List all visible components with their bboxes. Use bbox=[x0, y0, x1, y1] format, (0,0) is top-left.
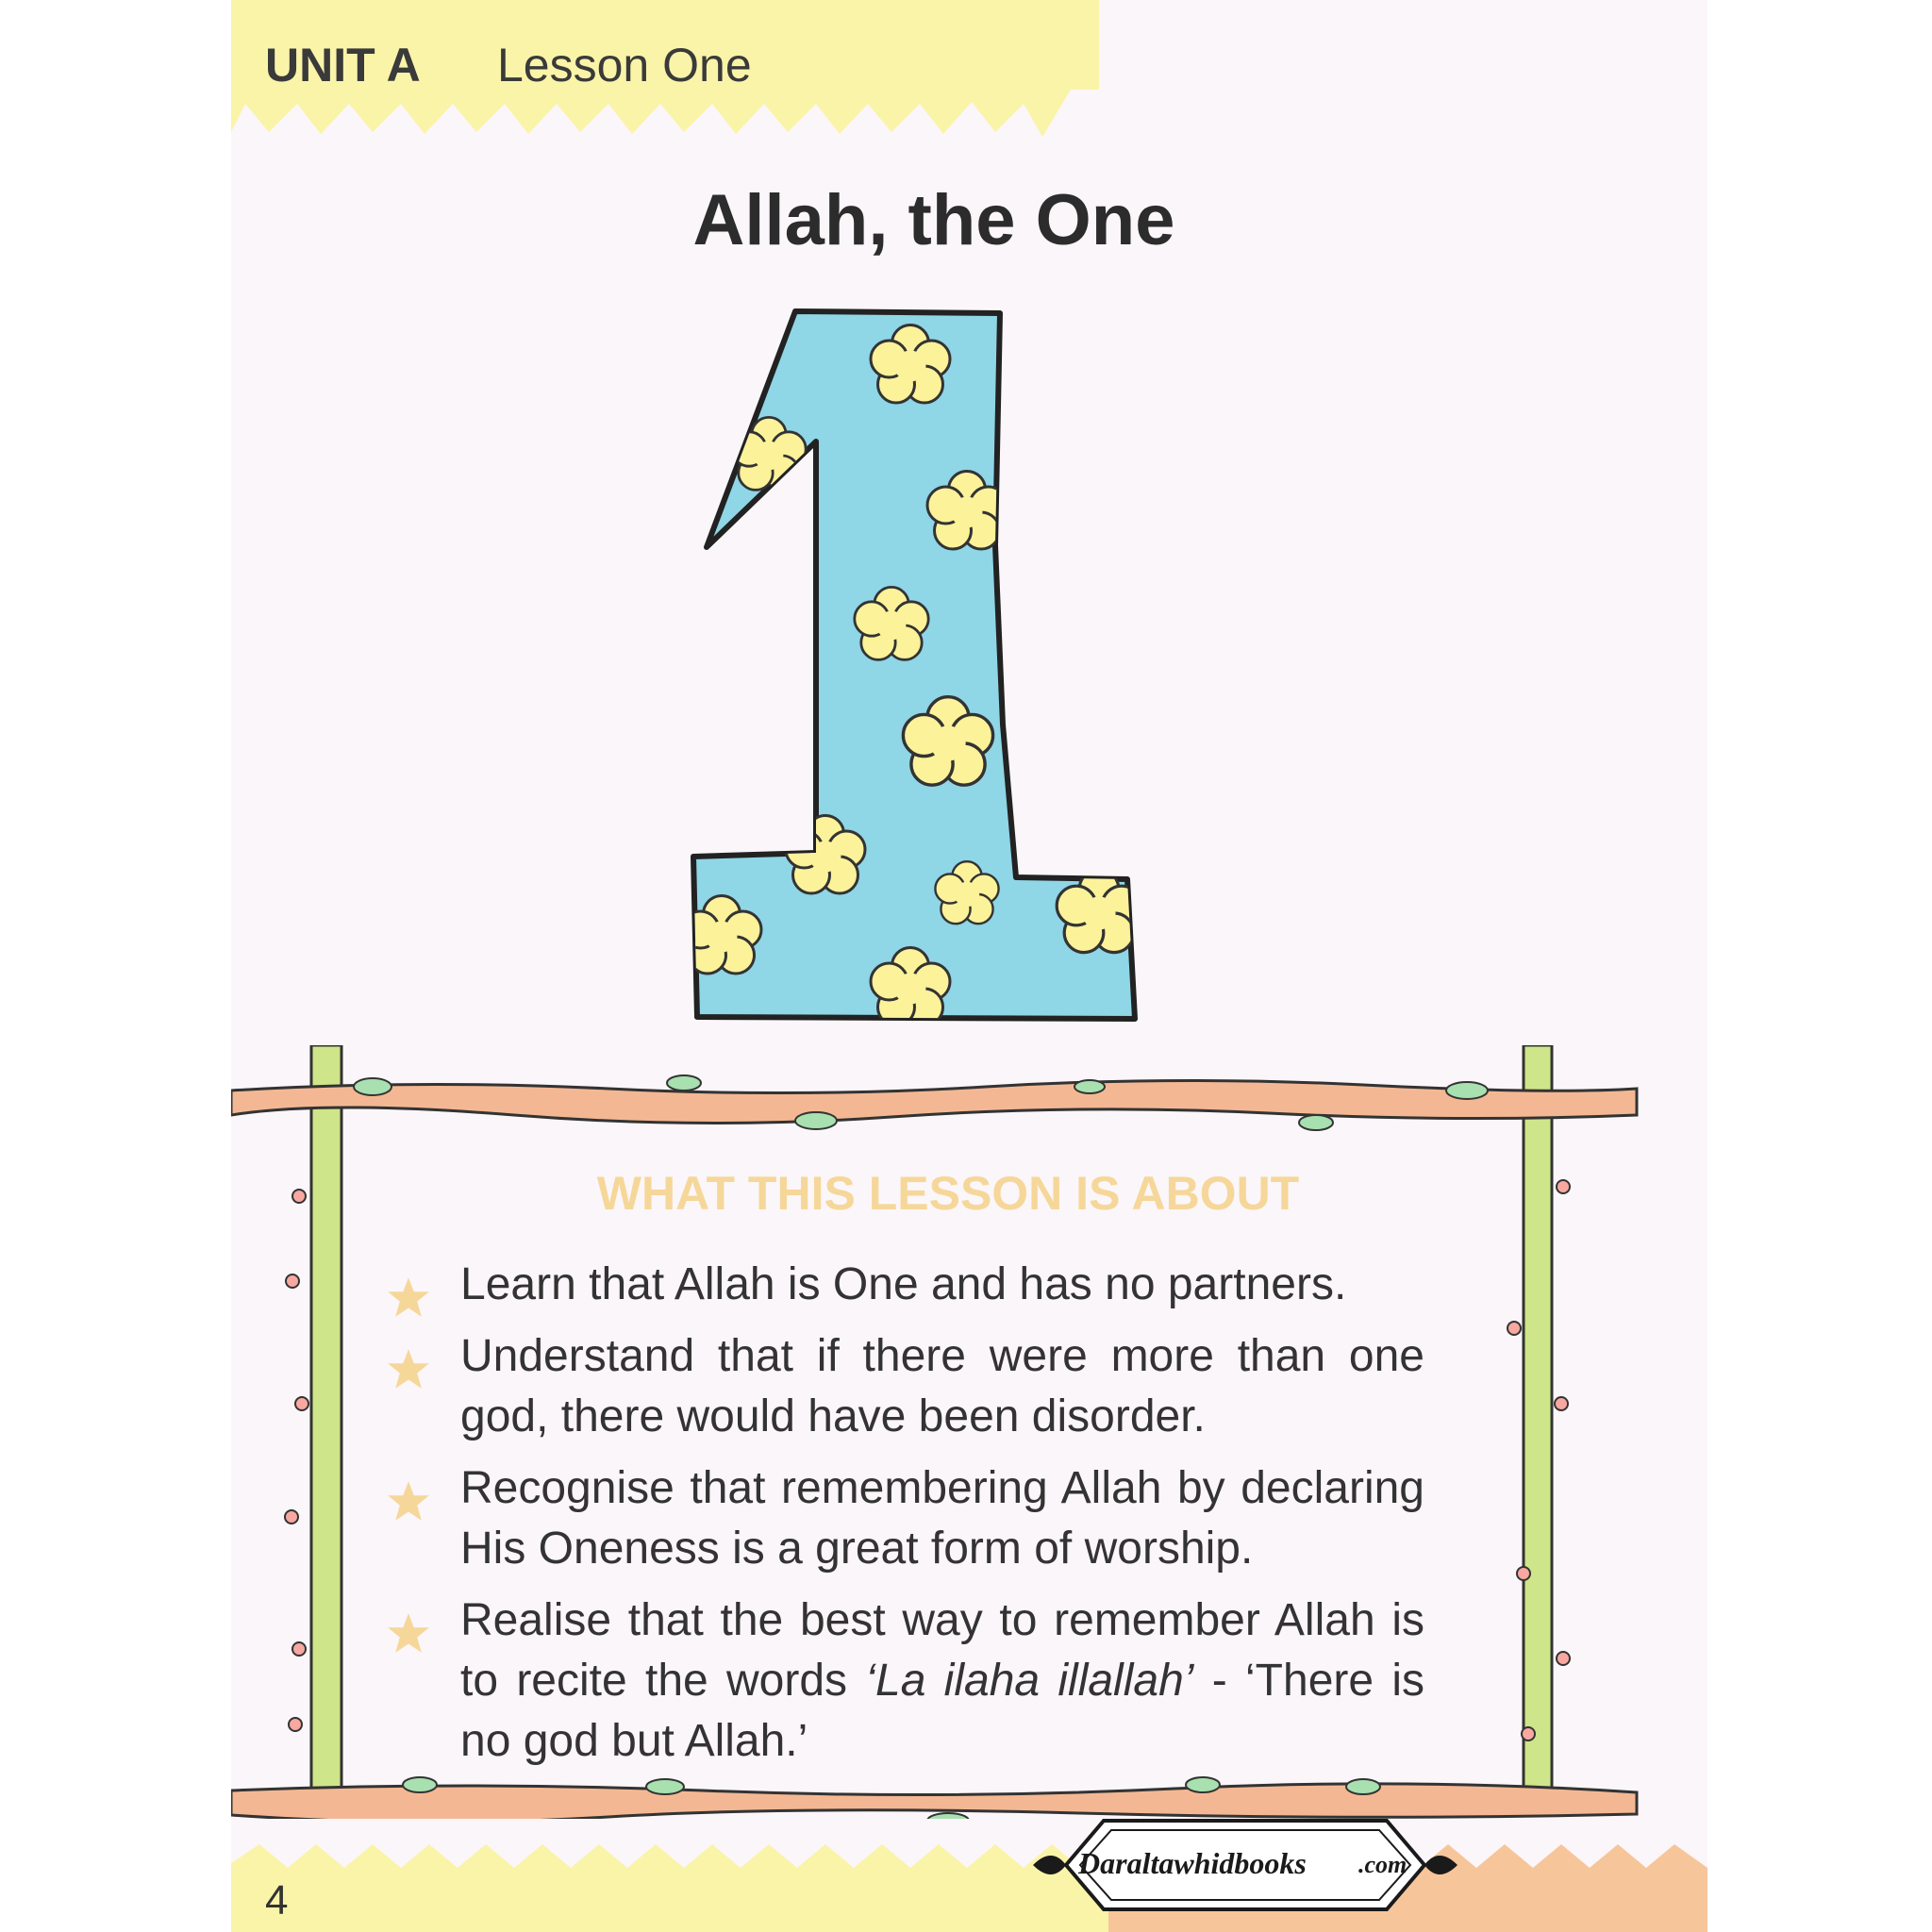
lesson-about-heading: WHAT THIS LESSON IS ABOUT bbox=[596, 1167, 1300, 1220]
objective-text: Understand that if there were more than one god, there would have been disorder. bbox=[460, 1331, 1424, 1441]
unit-label: UNIT A bbox=[265, 39, 421, 92]
star-icon bbox=[387, 1347, 430, 1391]
objective-item bbox=[387, 1255, 1424, 1315]
watermark-domain: .com bbox=[1358, 1851, 1407, 1878]
objective-item bbox=[387, 1326, 1424, 1447]
objective-item bbox=[387, 1458, 1424, 1579]
objective-item bbox=[387, 1591, 1424, 1772]
star-icon bbox=[387, 1275, 430, 1319]
numeral-one-illustration bbox=[684, 300, 1193, 1036]
star-icon bbox=[387, 1611, 430, 1655]
objectives-list bbox=[387, 1255, 1424, 1783]
watermark-text: Daraltawhidbooks bbox=[1078, 1846, 1307, 1880]
lesson-label: Lesson One bbox=[497, 39, 752, 92]
page-number: 4 bbox=[265, 1877, 289, 1924]
objective-text: Learn that Allah is One and has no partners. bbox=[460, 1259, 1347, 1309]
lesson-title: Allah, the One bbox=[692, 180, 1175, 260]
book-page bbox=[231, 0, 1707, 1932]
star-icon bbox=[387, 1479, 430, 1523]
objective-arabic-phrase: ‘La ilaha illallah’ bbox=[865, 1656, 1194, 1706]
objective-text-before: Realise that the best way to remember Allah is to recite the words bbox=[460, 1595, 1424, 1706]
footer-band bbox=[231, 1840, 1707, 1932]
objective-text: Recognise that remembering Allah by declaring His Oneness is a great form of worship. bbox=[460, 1463, 1424, 1574]
objective-text-after: - ‘There is no god but Allah.’ bbox=[460, 1656, 1425, 1766]
